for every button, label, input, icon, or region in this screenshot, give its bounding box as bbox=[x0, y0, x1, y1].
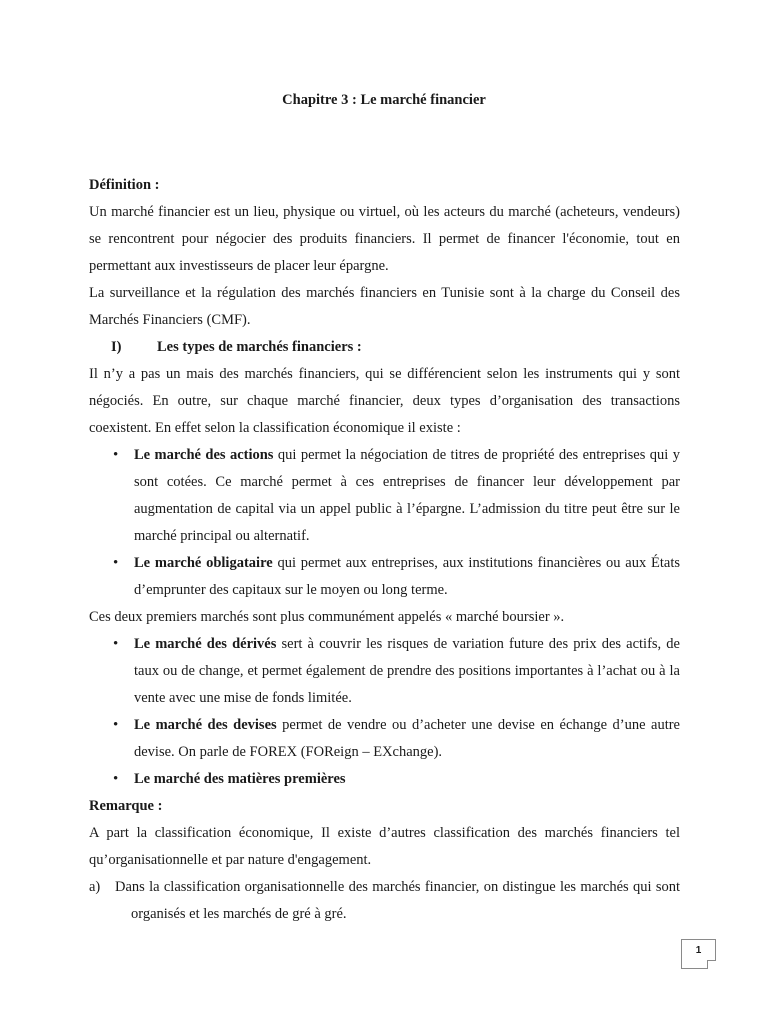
list-item-bold: Le marché obligataire bbox=[134, 555, 273, 571]
list-item-text: permet de vendre ou d’acheter une devise en échange d’une autre devise. On parle de FOREX (FOReign – EXchange). bbox=[134, 717, 680, 760]
definition-paragraph-1: Un marché financier est un lieu, physique ou virtuel, où les acteurs du marché (acheteurs, vendeurs) se rencontrent pour négocier des produits financiers. Il permet de financer l'économie, tout en permettant aux investisseurs de placer leur épargne. bbox=[89, 204, 680, 274]
section-heading bbox=[89, 334, 680, 361]
section-number: I) bbox=[111, 339, 122, 355]
list-item-bold: Le marché des matières premières bbox=[134, 771, 346, 787]
list-item-text: sert à couvrir les risques de variation future des prix des actifs, de taux ou de change, et permet également de prendre des positions importantes à l’achat ou à la vente avec une mise de fonds limitée. bbox=[134, 636, 680, 706]
remarque-list bbox=[89, 874, 680, 928]
list-item bbox=[134, 550, 680, 604]
definition-heading: Définition : bbox=[89, 177, 160, 193]
list-item-bold: Le marché des actions bbox=[134, 447, 274, 463]
page-number: 1 bbox=[695, 945, 702, 956]
list-item bbox=[134, 712, 680, 766]
list-item bbox=[134, 766, 680, 793]
remarque-paragraph: A part la classification économique, Il existe d’autres classification des marchés financiers tel qu’organisationnelle et par nature d'engagement. bbox=[89, 825, 680, 868]
page-title: Chapitre 3 : Le marché financier bbox=[282, 92, 486, 108]
list-item bbox=[134, 442, 680, 550]
list-item-bold: Le marché des dérivés bbox=[134, 636, 277, 652]
list-item-bold: Le marché des devises bbox=[134, 717, 277, 733]
middle-paragraph: Ces deux premiers marchés sont plus communément appelés « marché boursier ». bbox=[89, 609, 565, 625]
definition-paragraph-2: La surveillance et la régulation des marchés financiers en Tunisie sont à la charge du Conseil des Marchés Financiers (CMF). bbox=[89, 285, 680, 328]
list-marker: a) bbox=[89, 879, 101, 895]
list-item-text: qui permet aux entreprises, aux institutions financières ou aux États d’emprunter des capitaux sur le moyen ou long terme. bbox=[134, 555, 680, 598]
page-number-box bbox=[681, 939, 716, 969]
section-intro: Il n’y a pas un mais des marchés financiers, qui se différencient selon les instruments qui y sont négociés. En outre, sur chaque marché financier, deux types d’organisation des transactions coexistent. En effet selon la classification économique il existe : bbox=[89, 366, 680, 436]
market-list-2 bbox=[89, 631, 680, 793]
section-title: Les types de marchés financiers : bbox=[157, 339, 362, 355]
list-item-text: Dans la classification organisationnelle des marchés financier, on distingue les marchés qui sont organisés et les marchés de gré à gré. bbox=[115, 879, 680, 922]
list-item-text: qui permet la négociation de titres de propriété des entreprises qui y sont cotées. Ce marché permet à ces entreprises de financer leur développement par augmentation de capital via un appel public à l’épargne. L’admission du titre peut être sur le marché principal ou alternatif. bbox=[134, 447, 680, 544]
market-list-1 bbox=[89, 442, 680, 604]
list-item bbox=[134, 631, 680, 712]
remarque-heading: Remarque : bbox=[89, 798, 163, 814]
list-item bbox=[89, 874, 680, 928]
document-body bbox=[89, 172, 680, 928]
